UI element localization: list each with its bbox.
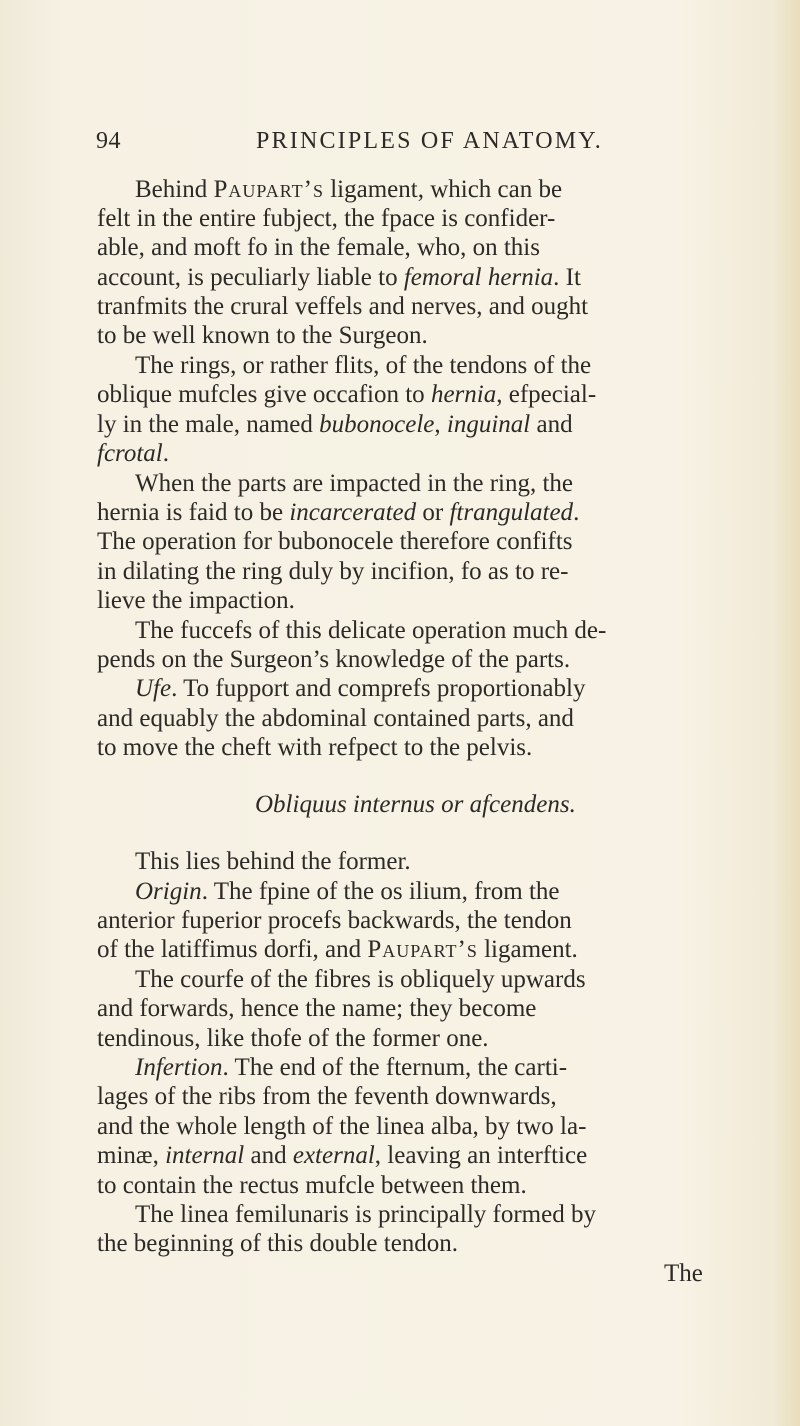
text-line: Origin. The fpine of the os ilium, from the [135,878,560,905]
text-line: and equably the abdominal contained parts, and [97,705,574,732]
text-line: The operation for bubonocele therefore confifts [97,528,573,555]
running-head: PRINCIPLES OF ANATOMY. [256,128,603,154]
text-line: anterior fuperior procefs backwards, the tendon [97,907,572,934]
text-line: Ufe. To fupport and comprefs proportionably [135,675,586,702]
text-line: lieve the impaction. [97,587,295,614]
text-line: to move the cheft with refpect to the pelvis. [97,734,533,761]
text-line: able, and moft fo in the female, who, on this [97,234,540,261]
text-line: The courfe of the fibres is obliquely upwards [135,966,586,993]
text-line: hernia is faid to be incarcerated or ftrangulated. [97,499,580,526]
text-line: tendinous, like thofe of the former one. [97,1025,489,1052]
text-line: felt in the entire fubject, the fpace is confider- [97,205,556,232]
text-line: to contain the rectus mufcle between them. [97,1172,527,1199]
text-line: ly in the male, named bubonocele, inguinal and [97,411,573,438]
text-line: in dilating the ring duly by incifion, fo as to re- [97,558,569,585]
text-line: and forwards, hence the name; they become [97,995,537,1022]
text-line: tranfmits the crural veffels and nerves, and ought [97,293,589,320]
text-line: pends on the Surgeon’s knowledge of the parts. [97,646,571,673]
page-header [96,128,716,162]
text-line: minæ, internal and external, leaving an interftice [97,1142,588,1169]
text-line: fcrotal. [97,440,169,467]
text-line: The linea femilunaris is principally formed by [135,1201,596,1228]
text-line: The [664,1260,703,1287]
text-line: and the whole length of the linea alba, by two la- [97,1113,587,1140]
text-line: of the latiffimus dorfi, and Paupart’s ligament. [97,936,578,963]
section-heading: Obliquus internus or afcendens. [255,791,576,818]
text-line: account, is peculiarly liable to femoral hernia. It [97,264,581,291]
page-edge-stain [774,0,800,1426]
text-line: oblique mufcles give occafion to hernia, efpecial- [97,381,597,408]
text-line: to be well known to the Surgeon. [97,322,428,349]
text-line: The fuccefs of this delicate operation much de- [135,617,607,644]
text-line: The rings, or rather flits, of the tendons of the [135,352,592,379]
text-line: Infertion. The end of the fternum, the carti- [135,1054,568,1081]
text-line: Behind Paupart’s ligament, which can be [135,176,563,203]
text-line: lages of the ribs from the feventh downwards, [97,1083,557,1110]
text-line: When the parts are impacted in the ring, the [135,470,574,497]
page-number: 94 [96,128,121,154]
text-line: the beginning of this double tendon. [97,1230,459,1257]
text-line: This lies behind the former. [135,848,411,875]
